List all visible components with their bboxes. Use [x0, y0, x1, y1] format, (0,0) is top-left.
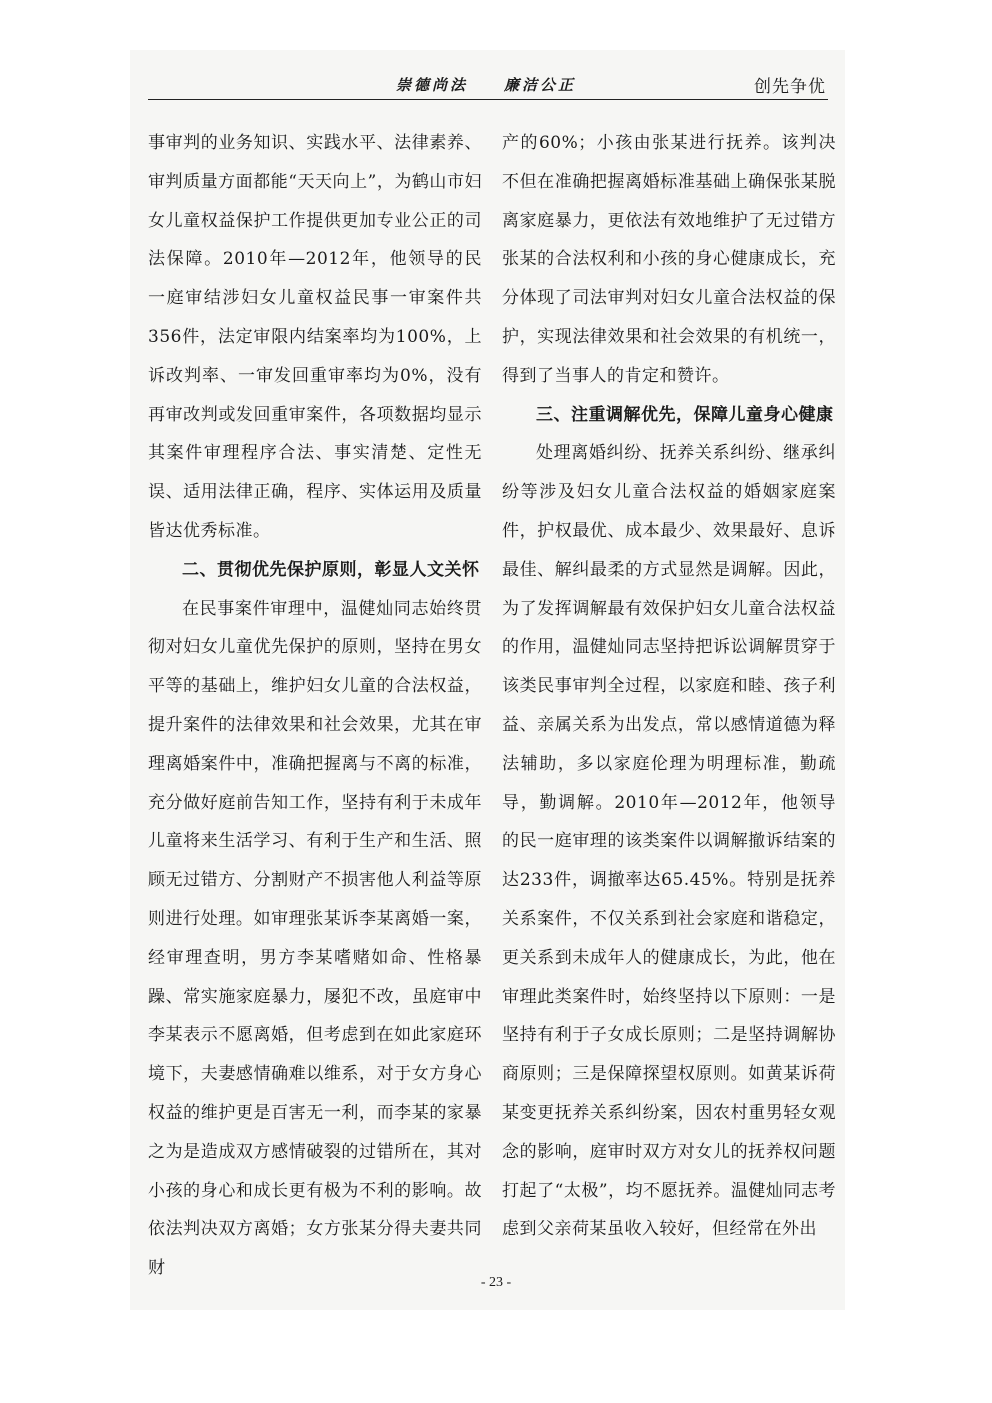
right-column — [502, 124, 836, 1249]
header-divider — [148, 99, 828, 100]
page-header — [148, 72, 828, 96]
section-heading-2: 二、贯彻优先保护原则，彰显人文关怀 — [182, 559, 480, 580]
header-motto: 崇德尚法 廉洁公正 — [396, 76, 577, 94]
section-heading-3: 三、注重调解优先，保障儿童身心健康 — [536, 404, 834, 425]
right-paragraph-1: 产的60%；小孩由张某进行抚养。该判决不但在准确把握离婚标准基础上确保张某脱离家庭暴力，更依法有效地维护了无过错方张某的合法权利和小孩的身心健康成长，充分体现了司法审判对妇女儿童合法权益的保护，实现法律效果和社会效果的有机统一，得到了当事人的肯定和赞许。 — [502, 133, 836, 386]
left-paragraph-2: 在民事案件审理中，温健灿同志始终贯彻对妇女儿童优先保护的原则，坚持在男女平等的基础上，维护妇女儿童的合法权益，提升案件的法律效果和社会效果，尤其在审理离婚案件中，准确把握离与不离的标准，充分做好庭前告知工作，坚持有利于未成年儿童将来生活学习、有利于生产和生活、照顾无过错方、分割财产不损害他人利益等原则进行处理。如审理张某诉李某离婚一案，经审理查明，男方李某嗜赌如命、性格暴躁、常实施家庭暴力，屡犯不改，虽庭审中李某表示不愿离婚，但考虑到在如此家庭环境下，夫妻感情确难以维系，对于女方身心权益的维护更是百害无一利，而李某的家暴之为是造成双方感情破裂的过错所在，其对小孩的身心和成长更有极为不利的影响。故依法判决双方离婚；女方张某分得夫妻共同财 — [148, 598, 482, 1279]
right-paragraph-2: 处理离婚纠纷、抚养关系纠纷、继承纠纷等涉及妇女儿童合法权益的婚姻家庭案件，护权最优、成本最少、效果最好、息诉最佳、解纠最柔的方式显然是调解。因此，为了发挥调解最有效保护妇女儿童合法权益的作用，温健灿同志坚持把诉讼调解贯穿于该类民事审判全过程，以家庭和睦、孩子利益、亲属关系为出发点，常以感情道德为释法辅助，多以家庭伦理为明理标准，勤疏导，勤调解。2010年—2012年，他领导的民一庭审理的该类案件以调解撤诉结案的达233件，调撤率达65.45%。特别是抚养关系案件，不仅关系到社会家庭和谐稳定，更关系到未成年人的健康成长，为此，他在审理此类案件时，始终坚持以下原则：一是坚持有利于子女成长原则；二是坚持调解协商原则；三是保障探望权原则。如黄某诉荷某变更抚养关系纠纷案，因农村重男轻女观念的影响，庭审时双方对女儿的抚养权问题打起了“太极”，均不愿抚养。温健灿同志考虑到父亲荷某虽收入较好，但经常在外出 — [502, 443, 836, 1240]
header-section-title: 创先争优 — [754, 77, 826, 97]
left-column — [148, 124, 482, 1288]
left-paragraph-1: 事审判的业务知识、实践水平、法律素养、审判质量方面都能“天天向上”，为鹤山市妇女儿童权益保护工作提供更加专业公正的司法保障。2010年—2012年，他领导的民一庭审结涉妇女儿童权益民事一审案件共356件，法定审限内结案率均为100%，上诉改判率、一审发回重审率均为0%，没有再审改判或发回重审案件，各项数据均显示其案件审理程序合法、事实清楚、定性无误、适用法律正确，程序、实体运用及质量皆达优秀标准。 — [148, 133, 482, 541]
page-number: - 23 - — [480, 1275, 512, 1290]
